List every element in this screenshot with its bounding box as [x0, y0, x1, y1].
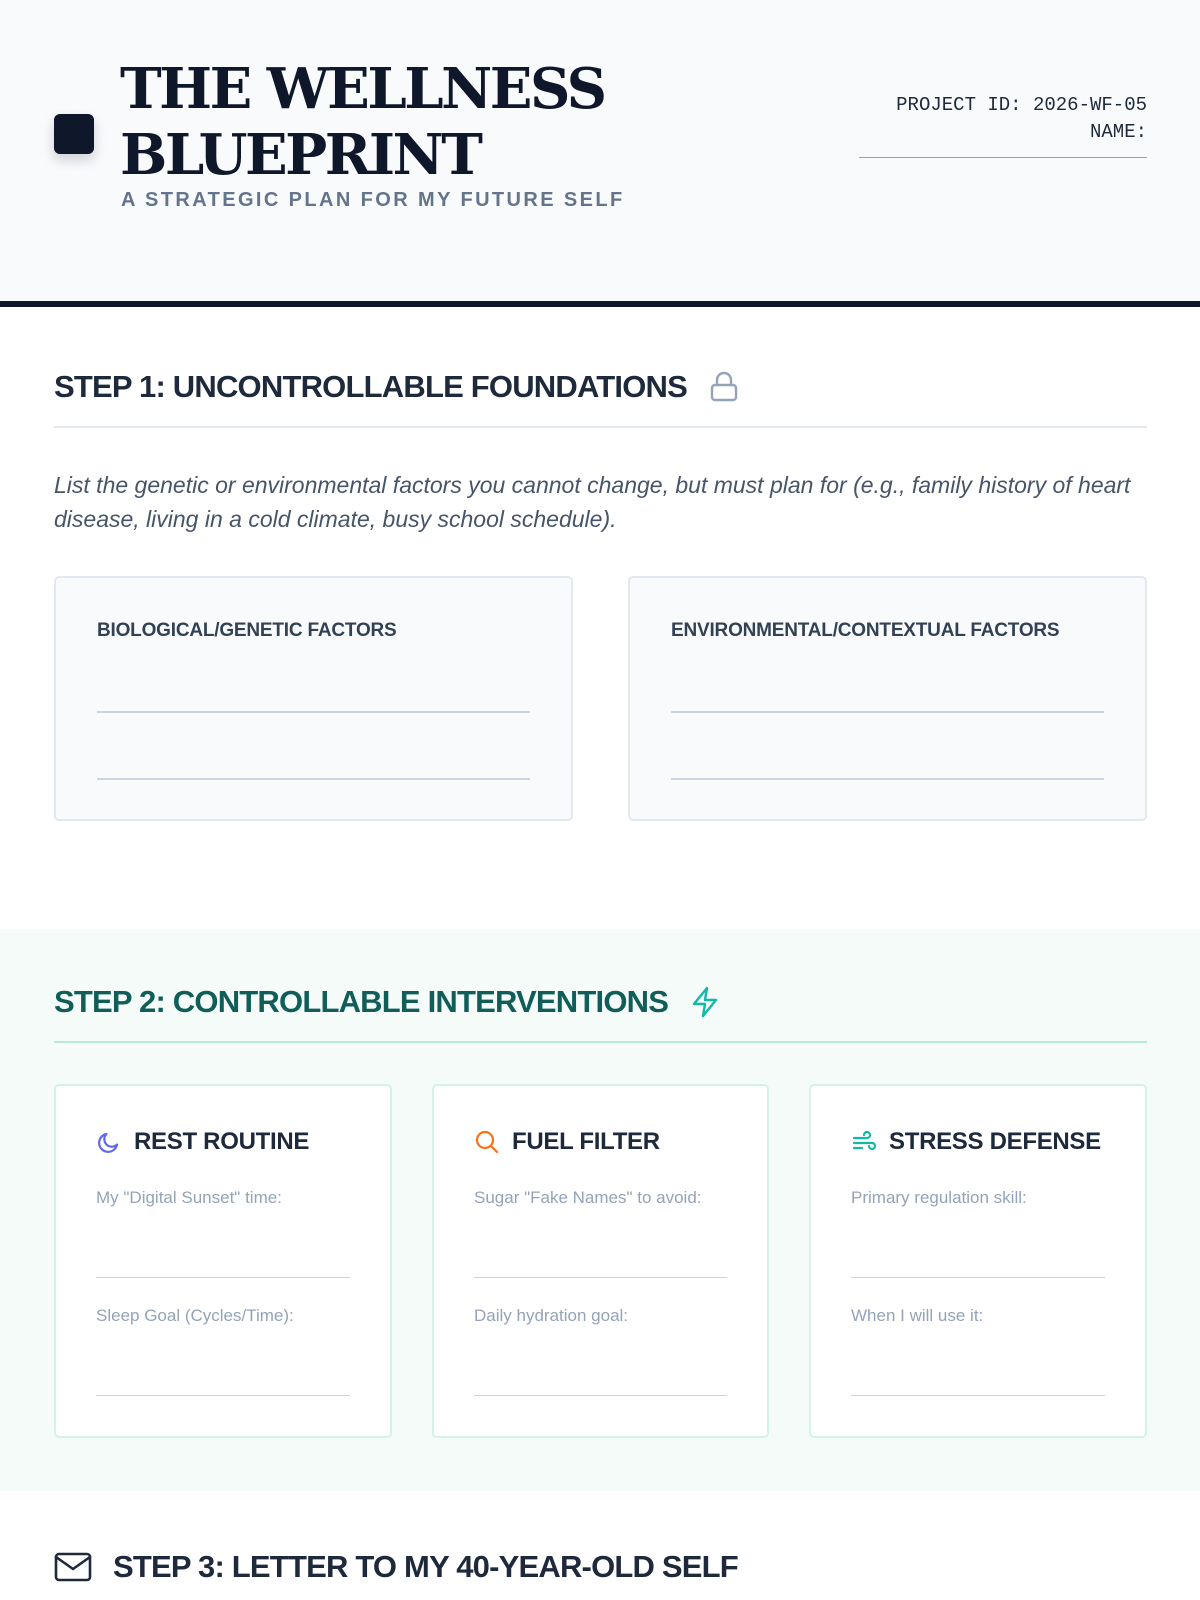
mail-icon: [54, 1551, 92, 1583]
project-id: PROJECT ID: 2026-WF-05: [896, 94, 1147, 116]
step3-heading: [54, 1549, 738, 1585]
project-meta: [859, 92, 1147, 158]
rest-routine-card: [54, 1084, 392, 1438]
environmental-factors-box: [628, 576, 1147, 821]
biological-factors-line-2[interactable]: [97, 778, 530, 780]
sleep-goal-label: Sleep Goal (Cycles/Time):: [96, 1306, 294, 1325]
fuel-filter-title: FUEL FILTER: [512, 1128, 660, 1155]
step1-divider: [54, 426, 1147, 428]
lock-icon: [709, 371, 739, 403]
when-to-use-field[interactable]: [851, 1395, 1105, 1396]
biological-factors-box: [54, 576, 573, 821]
biological-factors-line-1[interactable]: [97, 711, 530, 713]
fuel-filter-card: [432, 1084, 769, 1438]
page-subtitle: A STRATEGIC PLAN FOR MY FUTURE SELF: [121, 189, 625, 211]
stress-defense-card: [809, 1084, 1147, 1438]
step1-title: STEP 1: UNCONTROLLABLE FOUNDATIONS: [54, 369, 687, 404]
name-field[interactable]: [859, 146, 1147, 158]
stress-defense-title: STRESS DEFENSE: [889, 1128, 1101, 1155]
digital-sunset-label: My "Digital Sunset" time:: [96, 1188, 282, 1207]
step1-description: List the genetic or environmental factors you cannot change, but must plan for (e.g., family history of heart disease, living in a cold climate, busy school schedule).: [54, 472, 1131, 532]
rest-routine-title: REST ROUTINE: [134, 1128, 310, 1155]
environmental-factors-line-2[interactable]: [671, 778, 1104, 780]
fuel-filter-header: [474, 1128, 660, 1156]
digital-sunset-field[interactable]: [96, 1277, 350, 1278]
environmental-factors-label: ENVIRONMENTAL/CONTEXTUAL FACTORS: [671, 620, 1060, 641]
step2-divider: [54, 1041, 1147, 1043]
moon-icon: [96, 1129, 122, 1155]
sugar-names-label: Sugar "Fake Names" to avoid:: [474, 1188, 702, 1207]
when-to-use-label: When I will use it:: [851, 1306, 984, 1325]
hydration-goal-label: Daily hydration goal:: [474, 1306, 629, 1325]
rest-routine-header: [96, 1128, 309, 1156]
name-label: NAME:: [1089, 121, 1147, 143]
environmental-factors-line-1[interactable]: [671, 711, 1104, 713]
lightning-icon: [690, 986, 720, 1018]
page-header: [0, 0, 1200, 307]
sugar-names-field[interactable]: [474, 1277, 727, 1278]
step2-title: STEP 2: CONTROLLABLE INTERVENTIONS: [54, 984, 669, 1019]
stress-defense-header: [851, 1128, 1101, 1156]
logo-square: [54, 114, 94, 154]
step3-title: STEP 3: LETTER TO MY 40-YEAR-OLD SELF: [113, 1549, 738, 1584]
biological-factors-label: BIOLOGICAL/GENETIC FACTORS: [97, 620, 397, 641]
regulation-skill-field[interactable]: [851, 1277, 1105, 1278]
sleep-goal-field[interactable]: [96, 1395, 350, 1396]
wind-icon: [851, 1129, 877, 1155]
search-icon: [474, 1129, 500, 1155]
step1-heading: [54, 369, 739, 405]
regulation-skill-label: Primary regulation skill:: [851, 1188, 1027, 1207]
hydration-goal-field[interactable]: [474, 1395, 727, 1396]
page-title: THE WELLNESS BLUEPRINT: [120, 56, 605, 188]
step2-heading: [54, 984, 720, 1020]
